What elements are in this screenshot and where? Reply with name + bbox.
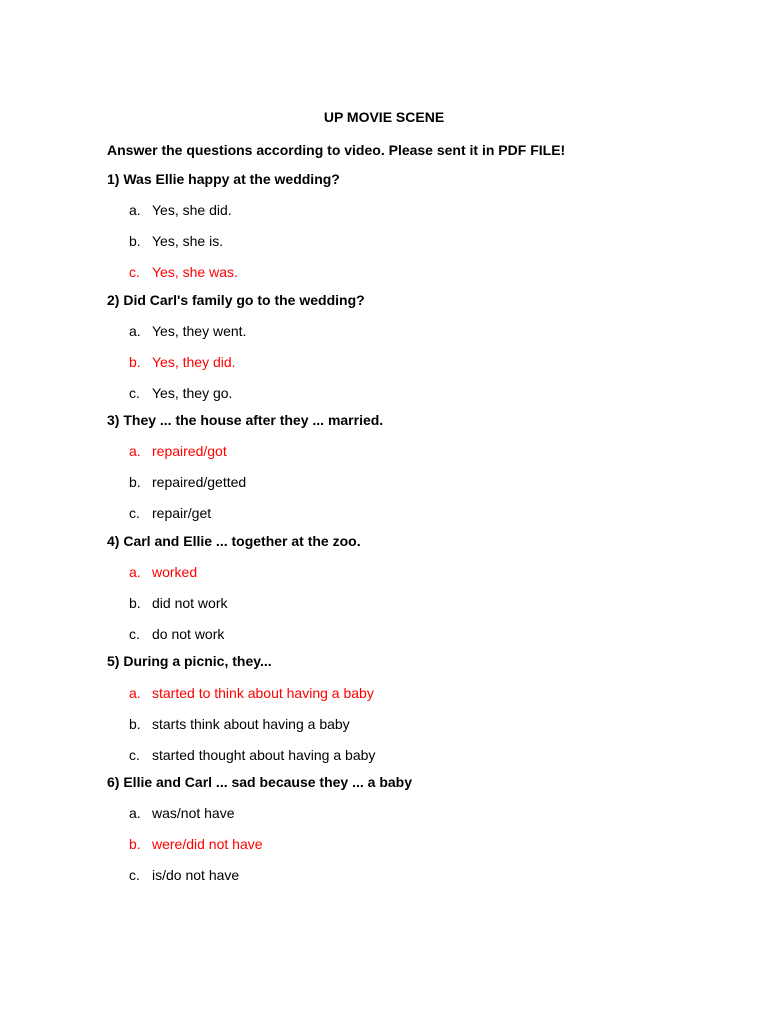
q6-option-c <box>129 866 239 884</box>
option-text: is/do not have <box>152 867 240 883</box>
option-text: were/did not have <box>152 836 263 852</box>
q3-option-a <box>129 442 227 460</box>
instruction-text: Answer the questions according to video. Please sent it in PDF FILE! <box>107 142 566 158</box>
option-text: Yes, she was. <box>152 264 238 280</box>
question-3: 3) They ... the house after they ... married. <box>107 412 384 428</box>
q5-option-a <box>129 684 374 702</box>
question-5: 5) During a picnic, they... <box>107 653 272 669</box>
option-letter: c. <box>129 747 140 763</box>
option-text: Yes, they go. <box>152 385 233 401</box>
option-letter: b. <box>129 716 141 732</box>
option-text: repaired/getted <box>152 474 247 490</box>
option-letter: c. <box>129 626 140 642</box>
option-text: Yes, she is. <box>152 233 224 249</box>
q5-option-b <box>129 715 350 733</box>
q6-option-a <box>129 804 235 822</box>
option-letter: b. <box>129 836 141 852</box>
question-6: 6) Ellie and Carl ... sad because they ... a baby <box>107 774 413 790</box>
option-letter: b. <box>129 474 141 490</box>
q3-option-b <box>129 473 246 491</box>
question-2: 2) Did Carl's family go to the wedding? <box>107 292 365 308</box>
option-letter: a. <box>129 805 141 821</box>
q6-option-b <box>129 835 263 853</box>
option-text: repaired/got <box>152 443 227 459</box>
option-letter: a. <box>129 202 141 218</box>
option-text: started thought about having a baby <box>152 747 376 763</box>
option-letter: c. <box>129 264 140 280</box>
option-letter: c. <box>129 385 140 401</box>
option-letter: c. <box>129 505 140 521</box>
q2-option-b <box>129 353 236 371</box>
option-letter: b. <box>129 233 141 249</box>
option-text: was/not have <box>152 805 235 821</box>
q1-option-b <box>129 232 223 250</box>
q5-option-c <box>129 746 375 764</box>
option-text: worked <box>152 564 198 580</box>
option-letter: a. <box>129 564 141 580</box>
q4-option-a <box>129 563 197 581</box>
option-letter: b. <box>129 354 141 370</box>
question-1: 1) Was Ellie happy at the wedding? <box>107 171 340 187</box>
q2-option-a <box>129 322 246 340</box>
q1-option-c <box>129 263 238 281</box>
page-title: UP MOVIE SCENE <box>323 109 445 125</box>
option-letter: a. <box>129 323 141 339</box>
q2-option-c <box>129 384 232 402</box>
q1-option-a <box>129 201 232 219</box>
option-text: repair/get <box>152 505 212 521</box>
option-text: started to think about having a baby <box>152 685 374 701</box>
option-letter: c. <box>129 867 140 883</box>
option-text: Yes, they went. <box>152 323 247 339</box>
option-letter: a. <box>129 443 141 459</box>
option-letter: b. <box>129 595 141 611</box>
q4-option-c <box>129 625 224 643</box>
option-text: Yes, they did. <box>152 354 236 370</box>
question-4: 4) Carl and Ellie ... together at the zoo. <box>107 533 361 549</box>
option-text: did not work <box>152 595 228 611</box>
option-text: do not work <box>152 626 225 642</box>
option-letter: a. <box>129 685 141 701</box>
q3-option-c <box>129 504 211 522</box>
q4-option-b <box>129 594 227 612</box>
option-text: starts think about having a baby <box>152 716 350 732</box>
option-text: Yes, she did. <box>152 202 232 218</box>
